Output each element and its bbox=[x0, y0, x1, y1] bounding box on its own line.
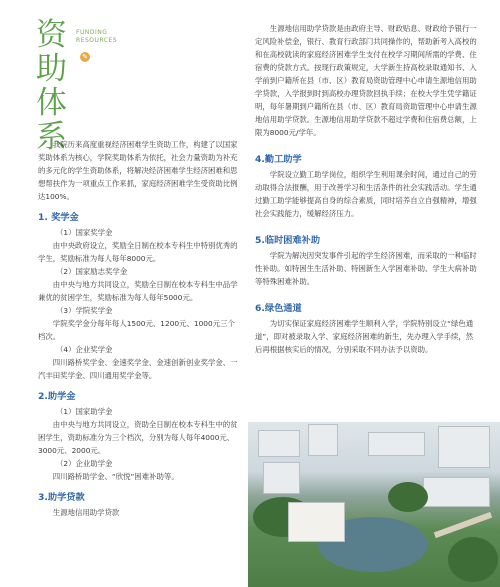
section-title-grant: 2.助学金 bbox=[38, 391, 76, 402]
item-label: （1）国家奖学金 bbox=[56, 228, 113, 237]
item-text: 四川路桥助学金、“欣悦”困难补助等。 bbox=[52, 472, 179, 481]
title-en-line: FUNDING bbox=[76, 29, 108, 36]
building-shape bbox=[423, 477, 490, 507]
title-char: 系 bbox=[36, 119, 68, 155]
item-label: （1）国家助学金 bbox=[56, 407, 113, 416]
tree-shape bbox=[448, 537, 498, 582]
section-title-loan: 3.助学贷款 bbox=[38, 492, 85, 503]
item-label: （2）企业助学金 bbox=[56, 459, 113, 468]
title-char: 助 bbox=[36, 51, 68, 87]
intro-paragraph: 我院历来高度重视经济困难学生资助工作，构建了以国家奖助体系为核心，学院奖助体系为依托，社会力量资助为补充的多元化的学生资助体系，将解决经济困难学生经济困难和思想帮扶作为一项重点工作来抓，家庭经济困难学生受资助比例达100%。 bbox=[38, 140, 238, 201]
path-shape bbox=[434, 512, 492, 538]
item-text: 学院奖学金分每年每人1500元、1200元、1000元三个档次。 bbox=[38, 319, 235, 341]
work-study-paragraph: 学院设立勤工助学岗位，组织学生利用课余时间，通过自己的劳动取得合法报酬，用于改善学习和生活条件的社会实践活动。学生通过勤工助学能够提高自身的综合素质，同时培养自立自强精神，增强社会实践能力，缓解经济压力。 bbox=[255, 170, 477, 218]
loan-paragraph: 生源地信用助学贷款是由政府主导、财政贴息、财政给予银行一定风险补偿金，银行、教育行政部门共同操作的，帮助新考入高校的和在高校就读的家庭经济困难学生支付在校学习期间所需的学费、住宿费的贷款方式。按现行政策规定，大学新生持高校录取通知书、入学前到户籍所在县（市、区）教育局资助管理中心申请生源地信用助学贷款，入学报到时到高校办理贷款回执手续；在校大学生凭学籍证明，每年暑期到户籍所在县（市、区）教育局资助管理中心申请生源地信用助学贷款。生源地信用助学贷款不超过学费和住宿费总额，上限为8000元/学年。 bbox=[255, 24, 477, 137]
building-shape bbox=[308, 424, 338, 456]
building-shape bbox=[258, 430, 300, 457]
item-text: 由中央与地方共同设立，奖励全日制在校本专科生中品学兼优的贫困学生，奖励标准为每人每年5000元。 bbox=[38, 280, 238, 302]
tree-shape bbox=[388, 482, 428, 512]
title-en-line: RESOURCES bbox=[76, 37, 118, 44]
right-column bbox=[255, 22, 480, 356]
item-label: （4）企业奖学金 bbox=[56, 345, 113, 354]
temporary-aid-paragraph: 学院为解决因突发事件引起的学生经济困难，而采取的一种临时性补助。如特困生生活补助、特困新生入学困难补助、学生大病补助等特殊困难补助。 bbox=[255, 251, 477, 286]
campus-aerial-photo bbox=[248, 422, 500, 587]
decorative-dot-icon: ✎ bbox=[80, 52, 90, 62]
item-text: 由中央与地方共同设立，资助全日制在校本专科生中的贫困学生，资助标准分为三个档次，分别为每人每年4000元、3000元、2000元。 bbox=[38, 420, 238, 455]
section-title-temporary-aid: 5.临时困难补助 bbox=[255, 235, 321, 246]
building-shape bbox=[438, 426, 490, 468]
item-text: 生源地信用助学贷款 bbox=[52, 508, 120, 517]
left-column bbox=[38, 138, 238, 519]
item-text: 由中央政府设立，奖励全日制在校本专科生中特别优秀的学生，奖励标准为每人每年8000元。 bbox=[38, 241, 238, 263]
title-char: 体 bbox=[36, 85, 68, 121]
building-shape bbox=[368, 432, 425, 456]
item-text: 四川路桥奖学金、金速奖学金、金速创新创业奖学金、一汽丰田奖学金、四川通用奖学金等。 bbox=[38, 358, 238, 380]
title-english bbox=[76, 29, 117, 45]
building-shape bbox=[263, 462, 300, 494]
item-label: （3）学院奖学金 bbox=[56, 306, 113, 315]
section-title-scholarship: 1. 奖学金 bbox=[38, 212, 79, 223]
pavilion-shape bbox=[288, 502, 345, 542]
green-channel-paragraph: 为切实保证家庭经济困难学生顺利入学，学院特别设立“绿色通道”，即对被录取入学、家庭经济困难的新生，先办理入学手续，然后再根据核实后的情况，分别采取不同办法予以资助。 bbox=[255, 319, 474, 354]
section-title-work-study: 4.勤工助学 bbox=[255, 154, 302, 165]
item-label: （2）国家励志奖学金 bbox=[56, 267, 128, 276]
section-title-green-channel: 6.绿色通道 bbox=[255, 303, 302, 314]
title-char: 资 bbox=[36, 17, 68, 53]
